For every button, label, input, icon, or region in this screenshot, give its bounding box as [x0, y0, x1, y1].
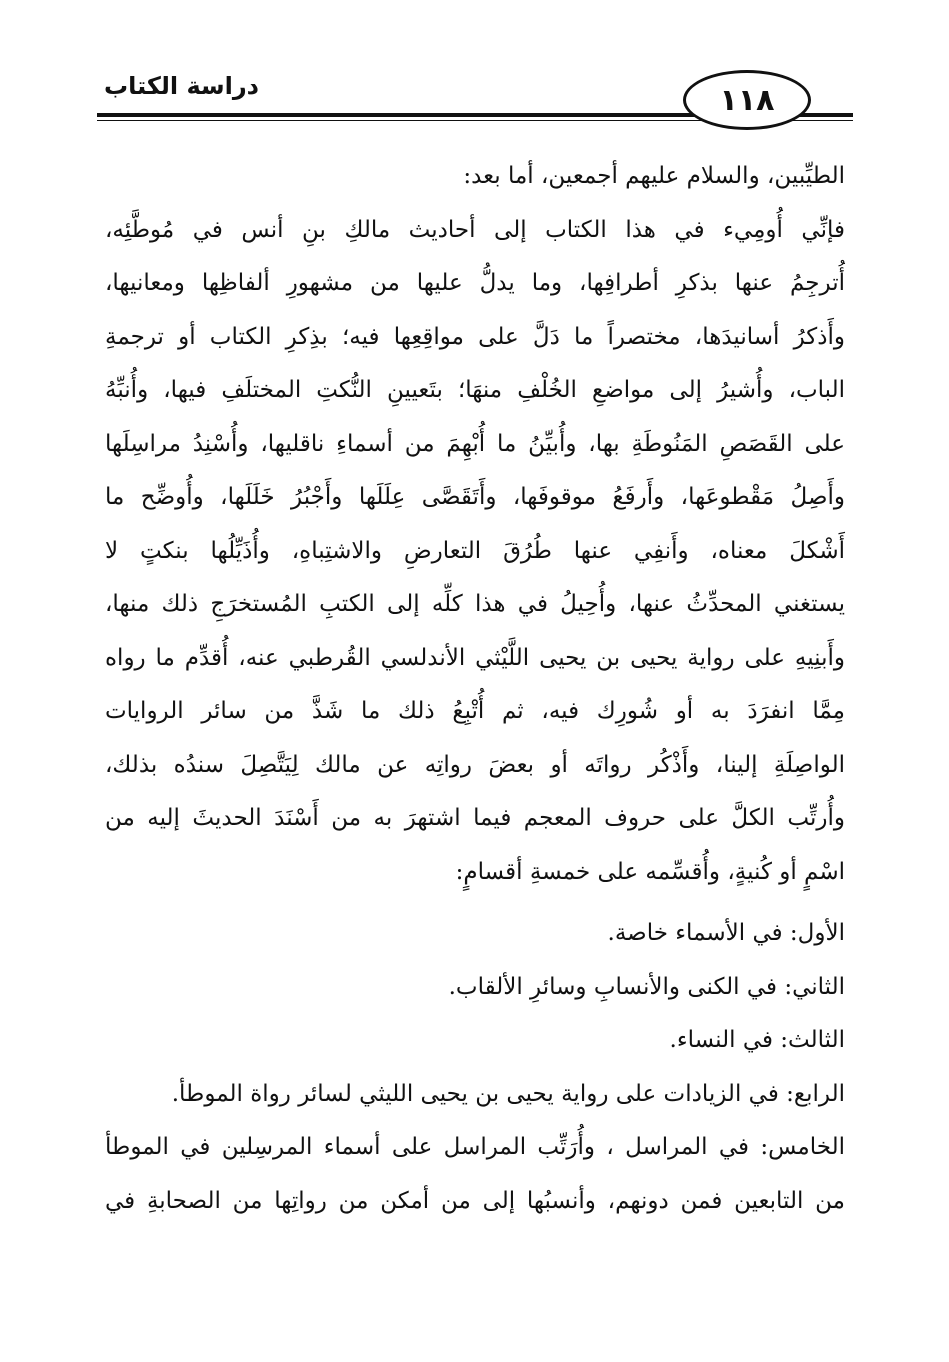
text-line: وأُرتِّب الكلَّ على حروف المعجم فيما اشتهرَ به من أَسْنَدَ الحديثَ إليه من — [105, 805, 845, 831]
text-line: أَشْكلَ معناه، وأَنفِي عنها طُرُقَ التعارضِ والاشتِباهِ، وأُذَيِّلُها بنكتٍ لا — [105, 537, 845, 564]
section-item-third: الثالث: في النساء. — [669, 1027, 845, 1053]
text-line: الواصِلَةِ إلينا، وأَذْكُر رواتَه أو بعضَ رواتِه عن مالك لِيَتَّصِلَ سندُه بذلك، — [105, 751, 845, 778]
text-line: من التابعين فمن دونهم، وأنسبُها إلى من أمكن من رواتِها من الصحابةِ في — [105, 1187, 845, 1214]
page-body — [105, 150, 845, 1228]
text-line: على القَصَصِ المَنُوطَةِ بها، وأُبيِّنُ ما أُبْهِمَ من أسماءِ ناقليها، وأُسْنِدُ مراسِلَها — [105, 430, 845, 457]
text-line: الطيِّبين، والسلام عليهم أجمعين، أما بعد: — [463, 163, 845, 189]
section-item-second: الثاني: في الكنى والأنسابِ وسائرِ الألقاب. — [448, 973, 845, 1000]
text-line: الباب، وأُشيرُ إلى مواضعِ الخُلْفِ منهَا؛ بتَعيينِ النُّكتِ المختلَفِ فيها، وأُنبِّهُ — [105, 377, 845, 403]
text-line: وأَصِلُ مَقْطوعَها، وأَرفَعُ موقوفَها، وأَتَقَصَّى عِلَلَها وأَجْبُرُ خَلَلَها، وأُوضِّح ما — [105, 484, 845, 510]
section-item-fifth: الخامس: في المراسل ، وأُرَتِّب المراسل على أسماء المرسِلين في الموطأ — [105, 1134, 845, 1160]
page-number-badge — [683, 70, 811, 130]
page-header — [0, 0, 949, 140]
text-line: وأَذكرُ أسانيدَها، مختصراً ما دَلَّ على مواقِعِها فيه؛ بذِكرِ الكتاب أو ترجمةِ — [105, 323, 845, 350]
text-line: مِمَّا انفرَدَ به أو شُورِك فيه، ثم أُتْبِعُ ذلك ما شَذَّ من سائر الروايات — [105, 698, 845, 724]
text-line: يستغني المحدِّثُ عنها، وأُحِيلُ في هذا كلِّه إلى الكتبِ المُستخرَجِ ذلك منها، — [105, 591, 845, 617]
text-line: وأَبنِيهِ على رواية يحيى بن يحيى اللَّيْثي الأندلسي القُرطبي عنه، أُقدِّم ما رواه — [105, 644, 845, 671]
text-line: فإنِّي أُومِيء في هذا الكتاب إلى أحاديث مالكِ بنِ أنس في مُوطَّئِه، — [105, 216, 845, 243]
text-line: اسْمٍ أو كُنيةٍ، وأُقسِّمه على خمسةِ أقسامٍ: — [455, 858, 845, 885]
page-number: ١١٨ — [719, 82, 775, 118]
section-item-fourth: الرابع: في الزيادات على رواية يحيى بن يحيى الليثي لسائر رواة الموطأ. — [171, 1080, 845, 1107]
running-head-title: دراسة الكتاب — [104, 72, 259, 100]
text-line: أُترجِمُ عنها بذكرِ أطرافِها، وما يدلُّ عليها من مشهورِ ألفاظِها ومعانيها، — [105, 270, 845, 296]
section-item-first: الأول: في الأسماء خاصة. — [607, 920, 845, 946]
